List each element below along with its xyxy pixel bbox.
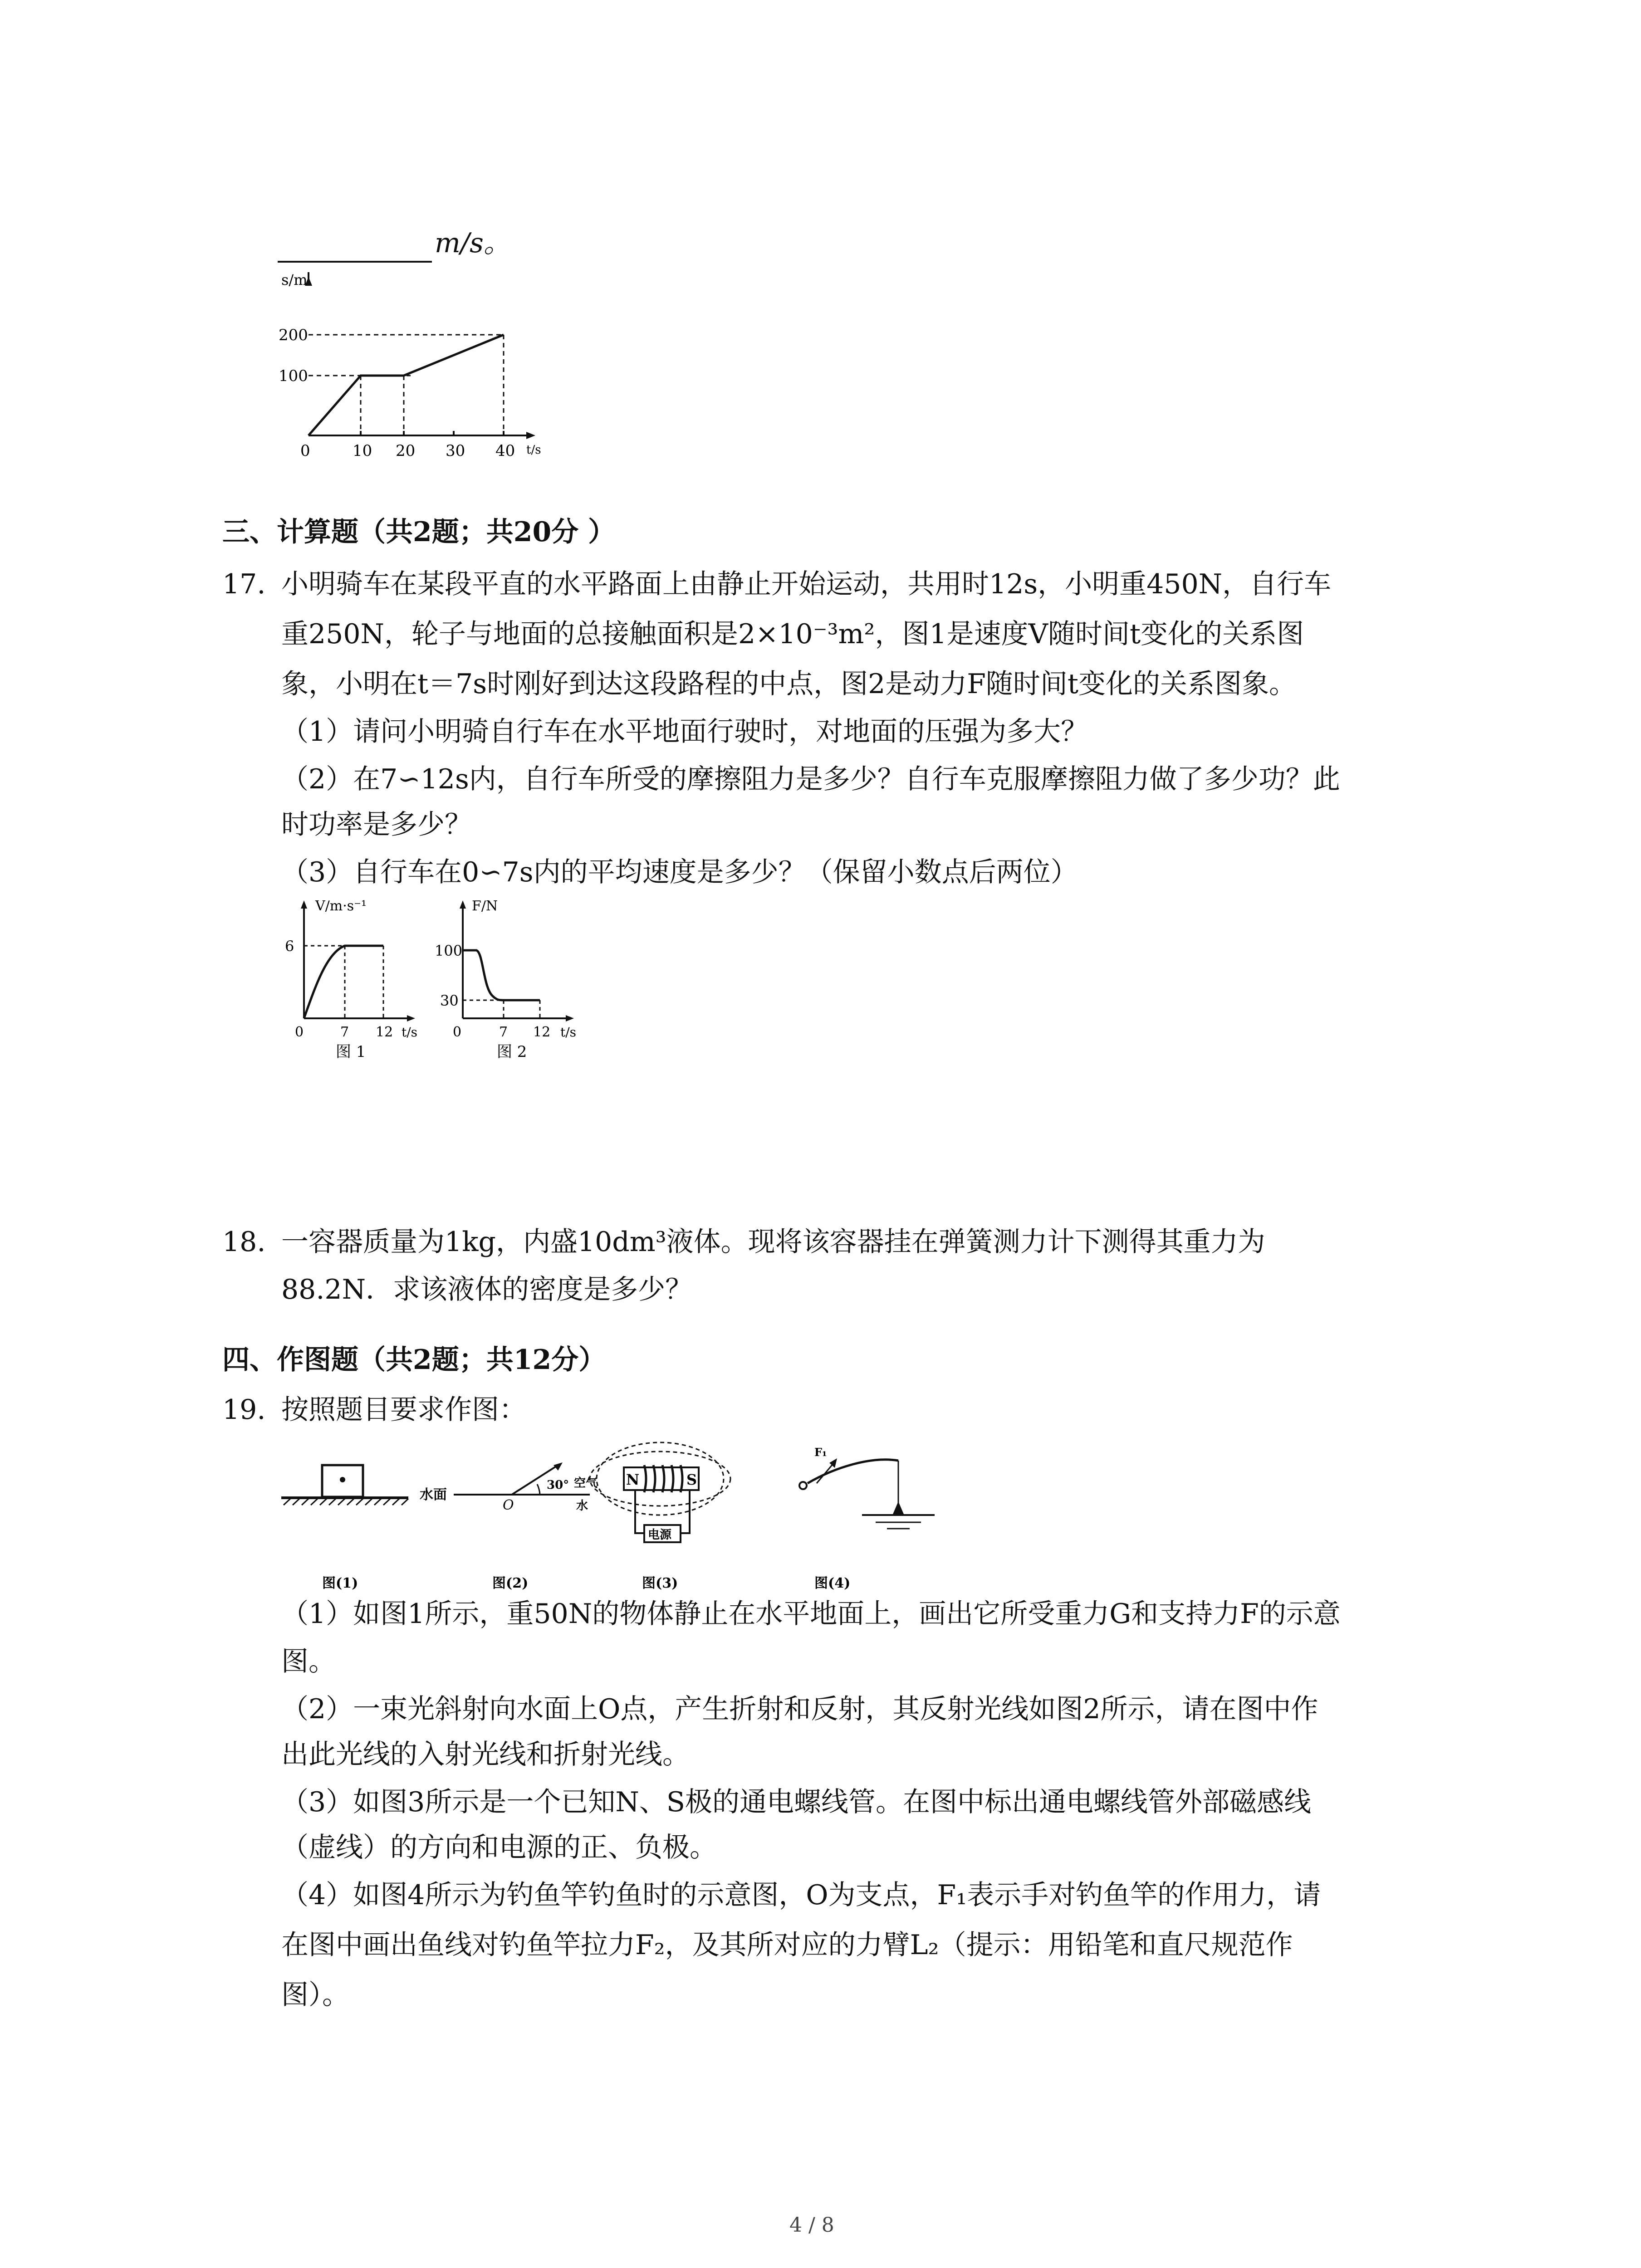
section-title: 三、计算题（共2题；共20分 ） [222,516,616,548]
ft-xlabel: t/s [560,1025,577,1040]
sub-question: （2）在7∽12s内，自行车所受的摩擦阻力是多少？自行车克服摩擦阻力做了多少功？此 [281,763,1340,795]
st-xtick: 30 [446,442,465,460]
st-xtick: 40 [495,442,515,460]
fig3-solenoid [590,1442,730,1542]
ft-xtick: 12 [533,1024,551,1040]
sub-question: （4）如图4所示为钓鱼竿钓鱼时的示意图，O为支点，F₁表示手对钓鱼竿的作用力，请 [281,1879,1321,1911]
air-label: 空气 [574,1476,598,1490]
st-ytick: 200 [279,326,308,344]
answer-blank-line [278,261,432,263]
ft-xtick: 7 [499,1024,508,1040]
st-xtick: 20 [396,442,416,460]
ft-caption: 图 2 [497,1043,527,1061]
question-text: 按照题目要求作图： [281,1394,526,1426]
vt-curve [304,946,383,1018]
fig2-caption: 图(2) [492,1575,529,1591]
question-text: 一容器质量为1kg，内盛10dm³液体。现将该容器挂在弹簧测力计下测得其重力为 [281,1226,1265,1258]
sub-question: （3）如图3所示是一个已知N、S极的通电螺线管。在图中标出通电螺线管外部磁感线 [281,1786,1311,1818]
vt-xtick: 7 [340,1024,349,1040]
water-label: 水 [576,1499,588,1513]
question-number: 17. [222,568,266,600]
ft-xtick: 0 [453,1024,462,1040]
question-number: 18. [222,1226,266,1258]
st-graph [272,272,567,463]
answer-unit: m/s。 [435,227,511,259]
vt-xtick: 0 [295,1024,304,1040]
sub-question: （1）如图1所示，重50N的物体静止在水平地面上，画出它所受重力G和支持力F的示意 [281,1598,1341,1630]
fig2-water-surface [454,1462,590,1495]
ft-ytick: 30 [440,992,459,1009]
sub-question: （2）一束光斜射向水面上O点，产生折射和反射，其反射光线如图2所示，请在图中作 [281,1693,1318,1725]
sub-question: （1）请问小明骑自行车在水平地面行驶时，对地面的压强为多大？ [281,716,1088,748]
sub-question: 图）。 [281,1979,349,2011]
st-xtick: 0 [300,442,310,460]
st-ylabel: s/m [281,272,308,288]
power-source-label: 电源 [648,1528,672,1542]
page-number: 4 / 8 [789,2214,834,2237]
fig3-caption: 图(3) [642,1575,678,1591]
f1-label: F₁ [814,1446,827,1459]
sub-question: （虚线）的方向和电源的正、负极。 [281,1832,717,1863]
water-surface-label: 水面 [420,1487,447,1503]
vt-graph [277,896,431,1064]
ft-graph [431,896,585,1064]
vt-ylabel: V/m·s⁻¹ [315,898,367,914]
st-ytick: 100 [279,367,308,385]
pole-n-label: N [626,1471,640,1488]
ft-ytick: 100 [435,942,463,959]
vt-xlabel: t/s [402,1025,418,1040]
fig4-fishing-rod [799,1458,935,1529]
question-text: 象，小明在t＝7s时刚好到达这段路程的中点，图2是动力F随时间t变化的关系图象。 [281,668,1296,700]
pole-s-label: S [686,1471,697,1488]
question-number: 19. [222,1394,266,1426]
sub-question: 时功率是多少？ [281,809,472,841]
question-text: 重250N，轮子与地面的总接触面积是2×10⁻³m²，图1是速度V随时间t变化的关系图 [281,618,1304,650]
sub-question: 图。 [281,1646,336,1677]
angle-label: 30° [547,1478,569,1492]
q19-figures [272,1438,1025,1601]
question-text: 小明骑车在某段平直的水平路面上由静止开始运动，共用时12s，小明重450N，自行车 [281,568,1332,600]
section-title: 四、作图题（共2题；共12分） [222,1344,606,1376]
sub-question: 在图中画出鱼线对钓鱼竿拉力F₂，及其所对应的力臂L₂（提示：用铅笔和直尺规范作 [281,1929,1293,1961]
vt-xtick: 12 [376,1024,393,1040]
fig1-block-on-ground [281,1465,408,1505]
fig4-caption: 图(4) [814,1575,851,1591]
fig1-caption: 图(1) [322,1575,358,1591]
sub-question: 出此光线的入射光线和折射光线。 [281,1739,690,1770]
st-curve [309,335,504,435]
st-xlabel: t/s [526,443,541,457]
ft-ylabel: F/N [472,898,498,914]
st-xtick: 10 [353,442,372,460]
ft-curve [463,950,540,1000]
sub-question: （3）自行车在0∽7s内的平均速度是多少？（保留小数点后两位） [281,856,1078,888]
vt-ytick: 6 [285,938,294,955]
question-text: 88.2N．求该液体的密度是多少？ [281,1274,693,1305]
point-o-label: O [503,1497,514,1513]
vt-caption: 图 1 [336,1043,366,1061]
